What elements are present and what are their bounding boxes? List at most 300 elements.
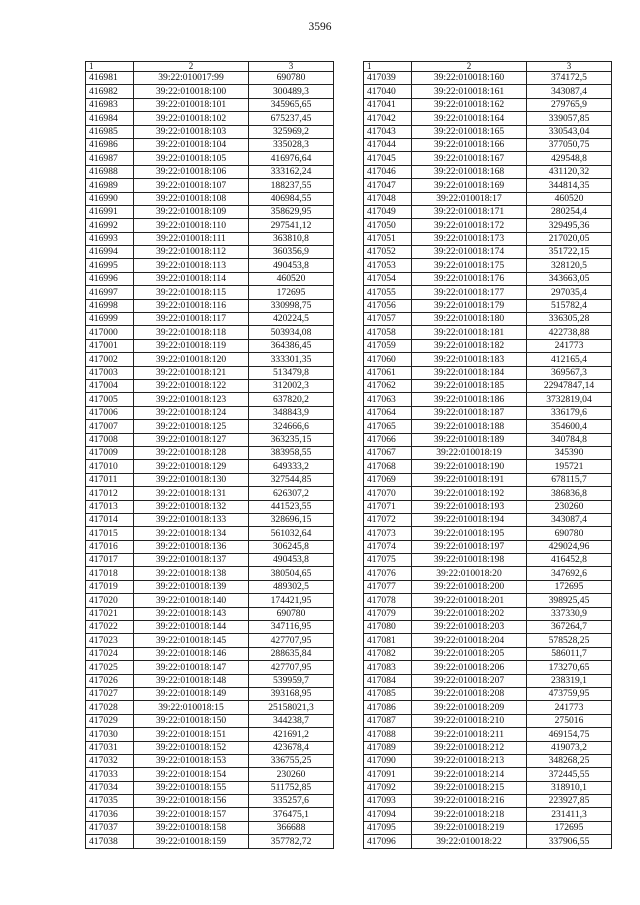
row-number: 417005 — [86, 393, 134, 406]
cadastral-value: 690780 — [249, 72, 334, 85]
cadastral-number: 39:22:010018:112 — [134, 246, 249, 259]
table-row — [86, 741, 334, 754]
cadastral-value: 336305,28 — [527, 313, 612, 326]
cadastral-value: 367264,7 — [527, 621, 612, 634]
table-row — [364, 540, 612, 553]
cadastral-value: 324666,6 — [249, 420, 334, 433]
cadastral-value: 626307,2 — [249, 487, 334, 500]
table-row — [86, 366, 334, 379]
table-row — [364, 554, 612, 567]
table-row — [86, 313, 334, 326]
cadastral-number: 39:22:010018:147 — [134, 661, 249, 674]
row-number: 417004 — [86, 379, 134, 392]
table-row — [364, 714, 612, 727]
cadastral-value: 354600,4 — [527, 420, 612, 433]
table-row — [364, 687, 612, 700]
cadastral-number: 39:22:010018:209 — [412, 701, 527, 714]
row-number: 416986 — [86, 138, 134, 151]
cadastral-value: 174421,95 — [249, 594, 334, 607]
cadastral-value: 330543,04 — [527, 125, 612, 138]
column-header-3: 3 — [249, 62, 334, 72]
table-row — [364, 500, 612, 513]
row-number: 417037 — [86, 821, 134, 834]
row-number: 417047 — [364, 179, 412, 192]
cadastral-value: 223927,85 — [527, 795, 612, 808]
table-row — [86, 219, 334, 232]
table-row — [86, 138, 334, 151]
row-number: 416984 — [86, 112, 134, 125]
row-number: 417010 — [86, 460, 134, 473]
cadastral-value: 172695 — [527, 580, 612, 593]
table-row — [364, 580, 612, 593]
table-row — [86, 420, 334, 433]
cadastral-number: 39:22:010018:22 — [412, 835, 527, 848]
row-number: 417053 — [364, 259, 412, 272]
cadastral-number: 39:22:010018:123 — [134, 393, 249, 406]
cadastral-number: 39:22:010018:164 — [412, 112, 527, 125]
cadastral-number: 39:22:010018:208 — [412, 687, 527, 700]
row-number: 417059 — [364, 339, 412, 352]
table-row — [86, 781, 334, 794]
cadastral-number: 39:22:010018:100 — [134, 85, 249, 98]
cadastral-value: 423678,4 — [249, 741, 334, 754]
table-row — [86, 433, 334, 446]
cadastral-value: 325969,2 — [249, 125, 334, 138]
cadastral-number: 39:22:010018:193 — [412, 500, 527, 513]
table-row — [86, 795, 334, 808]
table-row — [364, 460, 612, 473]
row-number: 417007 — [86, 420, 134, 433]
table-row — [364, 513, 612, 526]
row-number: 417067 — [364, 446, 412, 459]
table-row — [364, 594, 612, 607]
row-number: 417025 — [86, 661, 134, 674]
table-row — [364, 433, 612, 446]
table-row — [364, 272, 612, 285]
column-header-3: 3 — [527, 62, 612, 72]
cadastral-value: 336755,25 — [249, 754, 334, 767]
row-number: 416991 — [86, 205, 134, 218]
row-number: 417031 — [86, 741, 134, 754]
row-number: 416989 — [86, 179, 134, 192]
cadastral-value: 441523,55 — [249, 500, 334, 513]
cadastral-number: 39:22:010018:139 — [134, 580, 249, 593]
cadastral-value: 690780 — [527, 527, 612, 540]
row-number: 416997 — [86, 286, 134, 299]
table-row — [364, 299, 612, 312]
cadastral-value: 376475,1 — [249, 808, 334, 821]
row-number: 417030 — [86, 728, 134, 741]
row-number: 417039 — [364, 72, 412, 85]
table-row — [86, 205, 334, 218]
cadastral-value: 280254,4 — [527, 205, 612, 218]
cadastral-value: 374172,5 — [527, 72, 612, 85]
cadastral-number: 39:22:010018:20 — [412, 567, 527, 580]
cadastral-number: 39:22:010018:165 — [412, 125, 527, 138]
cadastral-value: 416976,64 — [249, 152, 334, 165]
table-row — [86, 339, 334, 352]
cadastral-value: 279765,9 — [527, 98, 612, 111]
cadastral-number: 39:22:010018:202 — [412, 607, 527, 620]
cadastral-number: 39:22:010018:214 — [412, 768, 527, 781]
row-number: 417024 — [86, 647, 134, 660]
table-row — [364, 286, 612, 299]
row-number: 417018 — [86, 567, 134, 580]
table-row — [86, 72, 334, 85]
cadastral-value: 386836,8 — [527, 487, 612, 500]
table-row — [86, 232, 334, 245]
cadastral-value: 503934,08 — [249, 326, 334, 339]
row-number: 417011 — [86, 473, 134, 486]
cadastral-value: 318910,1 — [527, 781, 612, 794]
cadastral-value: 511752,85 — [249, 781, 334, 794]
row-number: 417096 — [364, 835, 412, 848]
cadastral-number: 39:22:010018:148 — [134, 674, 249, 687]
table-row — [86, 687, 334, 700]
row-number: 417000 — [86, 326, 134, 339]
cadastral-number: 39:22:010018:145 — [134, 634, 249, 647]
table-row — [86, 554, 334, 567]
cadastral-number: 39:22:010018:188 — [412, 420, 527, 433]
cadastral-value: 363810,8 — [249, 232, 334, 245]
cadastral-number: 39:22:010018:175 — [412, 259, 527, 272]
table-row — [86, 179, 334, 192]
cadastral-number: 39:22:010018:201 — [412, 594, 527, 607]
table-row — [364, 379, 612, 392]
row-number: 417092 — [364, 781, 412, 794]
cadastral-value: 469154,75 — [527, 728, 612, 741]
table-header-row — [86, 62, 334, 72]
cadastral-number: 39:22:010018:150 — [134, 714, 249, 727]
table-row — [364, 781, 612, 794]
table-row — [86, 393, 334, 406]
table-row — [364, 741, 612, 754]
cadastral-value: 393168,95 — [249, 687, 334, 700]
cadastral-number: 39:22:010018:160 — [412, 72, 527, 85]
cadastral-number: 39:22:010018:195 — [412, 527, 527, 540]
row-number: 416983 — [86, 98, 134, 111]
row-number: 417032 — [86, 754, 134, 767]
column-header-1: 1 — [364, 62, 412, 72]
table-row — [364, 165, 612, 178]
row-number: 417062 — [364, 379, 412, 392]
table-row — [86, 353, 334, 366]
row-number: 417041 — [364, 98, 412, 111]
table-row — [364, 98, 612, 111]
cadastral-number: 39:22:010018:19 — [412, 446, 527, 459]
cadastral-number: 39:22:010018:108 — [134, 192, 249, 205]
table-row — [86, 192, 334, 205]
cadastral-value: 427707,95 — [249, 634, 334, 647]
table-row — [86, 728, 334, 741]
table-row — [364, 152, 612, 165]
cadastral-value: 586011,7 — [527, 647, 612, 660]
cadastral-value: 490453,8 — [249, 554, 334, 567]
cadastral-value: 297035,4 — [527, 286, 612, 299]
row-number: 417051 — [364, 232, 412, 245]
table-row — [364, 232, 612, 245]
cadastral-number: 39:22:010018:101 — [134, 98, 249, 111]
table-row — [364, 527, 612, 540]
cadastral-value: 364386,45 — [249, 339, 334, 352]
cadastral-number: 39:22:010018:130 — [134, 473, 249, 486]
cadastral-value: 345390 — [527, 446, 612, 459]
row-number: 417078 — [364, 594, 412, 607]
row-number: 417086 — [364, 701, 412, 714]
row-number: 417058 — [364, 326, 412, 339]
cadastral-value: 489302,5 — [249, 580, 334, 593]
cadastral-number: 39:22:010018:189 — [412, 433, 527, 446]
cadastral-value: 343087,4 — [527, 85, 612, 98]
cadastral-number: 39:22:010018:211 — [412, 728, 527, 741]
cadastral-value: 230260 — [527, 500, 612, 513]
table-row — [86, 286, 334, 299]
table-row — [364, 821, 612, 834]
row-number: 417093 — [364, 795, 412, 808]
cadastral-number: 39:22:010018:131 — [134, 487, 249, 500]
cadastral-number: 39:22:010018:118 — [134, 326, 249, 339]
cadastral-value: 515782,4 — [527, 299, 612, 312]
row-number: 417043 — [364, 125, 412, 138]
row-number: 417042 — [364, 112, 412, 125]
cadastral-value: 383958,55 — [249, 446, 334, 459]
cadastral-value: 172695 — [527, 821, 612, 834]
cadastral-number: 39:22:010018:172 — [412, 219, 527, 232]
cadastral-value: 358629,95 — [249, 205, 334, 218]
cadastral-value: 377050,75 — [527, 138, 612, 151]
cadastral-value: 297541,12 — [249, 219, 334, 232]
table-row — [364, 487, 612, 500]
cadastral-number: 39:22:010018:168 — [412, 165, 527, 178]
row-number: 417021 — [86, 607, 134, 620]
cadastral-number: 39:22:010018:17 — [412, 192, 527, 205]
table-row — [86, 246, 334, 259]
cadastral-value: 230260 — [249, 768, 334, 781]
row-number: 417033 — [86, 768, 134, 781]
table-row — [86, 500, 334, 513]
table-row — [364, 674, 612, 687]
table-row — [86, 607, 334, 620]
table-row — [86, 98, 334, 111]
table-row — [364, 567, 612, 580]
cadastral-value: 490453,8 — [249, 259, 334, 272]
cadastral-number: 39:22:010018:155 — [134, 781, 249, 794]
cadastral-value: 328120,5 — [527, 259, 612, 272]
cadastral-number: 39:22:010018:181 — [412, 326, 527, 339]
cadastral-number: 39:22:010018:128 — [134, 446, 249, 459]
table-row — [364, 634, 612, 647]
row-number: 417069 — [364, 473, 412, 486]
cadastral-number: 39:22:010018:203 — [412, 621, 527, 634]
table-row — [364, 728, 612, 741]
table-row — [364, 313, 612, 326]
row-number: 417068 — [364, 460, 412, 473]
table-row — [364, 621, 612, 634]
cadastral-value: 330998,75 — [249, 299, 334, 312]
cadastral-number: 39:22:010018:157 — [134, 808, 249, 821]
cadastral-number: 39:22:010018:143 — [134, 607, 249, 620]
row-number: 417079 — [364, 607, 412, 620]
row-number: 417035 — [86, 795, 134, 808]
row-number: 417094 — [364, 808, 412, 821]
cadastral-number: 39:22:010018:110 — [134, 219, 249, 232]
registry-table-right — [363, 61, 612, 849]
cadastral-value: 312002,3 — [249, 379, 334, 392]
cadastral-value: 344814,35 — [527, 179, 612, 192]
cadastral-value: 473759,95 — [527, 687, 612, 700]
cadastral-number: 39:22:010018:133 — [134, 513, 249, 526]
row-number: 417012 — [86, 487, 134, 500]
cadastral-number: 39:22:010018:192 — [412, 487, 527, 500]
row-number: 417050 — [364, 219, 412, 232]
cadastral-number: 39:22:010018:134 — [134, 527, 249, 540]
cadastral-value: 343663,05 — [527, 272, 612, 285]
row-number: 417002 — [86, 353, 134, 366]
cadastral-value: 340784,8 — [527, 433, 612, 446]
cadastral-value: 22947847,14 — [527, 379, 612, 392]
row-number: 417019 — [86, 580, 134, 593]
cadastral-value: 348843,9 — [249, 406, 334, 419]
row-number: 417063 — [364, 393, 412, 406]
row-number: 417022 — [86, 621, 134, 634]
table-row — [364, 179, 612, 192]
cadastral-number: 39:22:010018:151 — [134, 728, 249, 741]
cadastral-value: 329495,36 — [527, 219, 612, 232]
table-row — [364, 259, 612, 272]
row-number: 417087 — [364, 714, 412, 727]
table-row — [364, 192, 612, 205]
cadastral-value: 335257,6 — [249, 795, 334, 808]
cadastral-number: 39:22:010018:158 — [134, 821, 249, 834]
table-row — [86, 835, 334, 848]
cadastral-value: 429024,96 — [527, 540, 612, 553]
row-number: 417088 — [364, 728, 412, 741]
cadastral-number: 39:22:010018:187 — [412, 406, 527, 419]
cadastral-value: 195721 — [527, 460, 612, 473]
table-row — [364, 446, 612, 459]
table-row — [364, 339, 612, 352]
table-row — [364, 72, 612, 85]
table-row — [86, 821, 334, 834]
table-row — [364, 353, 612, 366]
table-row — [86, 272, 334, 285]
cadastral-number: 39:22:010018:154 — [134, 768, 249, 781]
cadastral-value: 431120,32 — [527, 165, 612, 178]
table-row — [86, 513, 334, 526]
row-number: 417085 — [364, 687, 412, 700]
cadastral-number: 39:22:010018:162 — [412, 98, 527, 111]
cadastral-value: 366688 — [249, 821, 334, 834]
cadastral-number: 39:22:010018:107 — [134, 179, 249, 192]
cadastral-value: 275016 — [527, 714, 612, 727]
row-number: 417003 — [86, 366, 134, 379]
row-number: 417055 — [364, 286, 412, 299]
column-header-2: 2 — [412, 62, 527, 72]
column-header-1: 1 — [86, 62, 134, 72]
registry-table-left — [85, 61, 334, 849]
cadastral-value: 25158021,3 — [249, 701, 334, 714]
row-number: 416992 — [86, 219, 134, 232]
row-number: 417073 — [364, 527, 412, 540]
table-row — [364, 647, 612, 660]
row-number: 417071 — [364, 500, 412, 513]
table-row — [86, 379, 334, 392]
cadastral-value: 372445,55 — [527, 768, 612, 781]
cadastral-number: 39:22:010018:113 — [134, 259, 249, 272]
cadastral-value: 649333,2 — [249, 460, 334, 473]
table-row — [86, 714, 334, 727]
cadastral-number: 39:22:010018:183 — [412, 353, 527, 366]
row-number: 416981 — [86, 72, 134, 85]
cadastral-value: 578528,25 — [527, 634, 612, 647]
row-number: 417056 — [364, 299, 412, 312]
cadastral-number: 39:22:010018:206 — [412, 661, 527, 674]
cadastral-number: 39:22:010018:171 — [412, 205, 527, 218]
cadastral-number: 39:22:010018:114 — [134, 272, 249, 285]
cadastral-number: 39:22:010018:105 — [134, 152, 249, 165]
cadastral-number: 39:22:010018:176 — [412, 272, 527, 285]
cadastral-value: 347116,95 — [249, 621, 334, 634]
table-row — [364, 85, 612, 98]
table-row — [86, 259, 334, 272]
row-number: 417026 — [86, 674, 134, 687]
row-number: 417020 — [86, 594, 134, 607]
row-number: 417052 — [364, 246, 412, 259]
cadastral-number: 39:22:010018:129 — [134, 460, 249, 473]
cadastral-value: 241773 — [527, 701, 612, 714]
row-number: 417015 — [86, 527, 134, 540]
cadastral-value: 300489,3 — [249, 85, 334, 98]
table-row — [364, 246, 612, 259]
cadastral-number: 39:22:010018:102 — [134, 112, 249, 125]
row-number: 417061 — [364, 366, 412, 379]
table-row — [364, 138, 612, 151]
table-row — [86, 85, 334, 98]
cadastral-number: 39:22:010018:125 — [134, 420, 249, 433]
cadastral-number: 39:22:010018:194 — [412, 513, 527, 526]
table-row — [86, 674, 334, 687]
cadastral-number: 39:22:010018:137 — [134, 554, 249, 567]
cadastral-value: 363235,15 — [249, 433, 334, 446]
row-number: 417060 — [364, 353, 412, 366]
table-row — [86, 647, 334, 660]
row-number: 417006 — [86, 406, 134, 419]
column-header-2: 2 — [134, 62, 249, 72]
cadastral-number: 39:22:010018:186 — [412, 393, 527, 406]
row-number: 417070 — [364, 487, 412, 500]
cadastral-value: 345965,65 — [249, 98, 334, 111]
cadastral-value: 422738,88 — [527, 326, 612, 339]
row-number: 417014 — [86, 513, 134, 526]
table-row — [364, 661, 612, 674]
row-number: 417029 — [86, 714, 134, 727]
row-number: 417076 — [364, 567, 412, 580]
cadastral-value: 337906,55 — [527, 835, 612, 848]
row-number: 416987 — [86, 152, 134, 165]
table-row — [86, 299, 334, 312]
table-row — [364, 754, 612, 767]
table-row — [364, 205, 612, 218]
row-number: 416985 — [86, 125, 134, 138]
cadastral-number: 39:22:010018:191 — [412, 473, 527, 486]
row-number: 416995 — [86, 259, 134, 272]
cadastral-number: 39:22:010018:200 — [412, 580, 527, 593]
row-number: 416988 — [86, 165, 134, 178]
cadastral-value: 429548,8 — [527, 152, 612, 165]
cadastral-number: 39:22:010018:127 — [134, 433, 249, 446]
cadastral-number: 39:22:010018:116 — [134, 299, 249, 312]
row-number: 417082 — [364, 647, 412, 660]
